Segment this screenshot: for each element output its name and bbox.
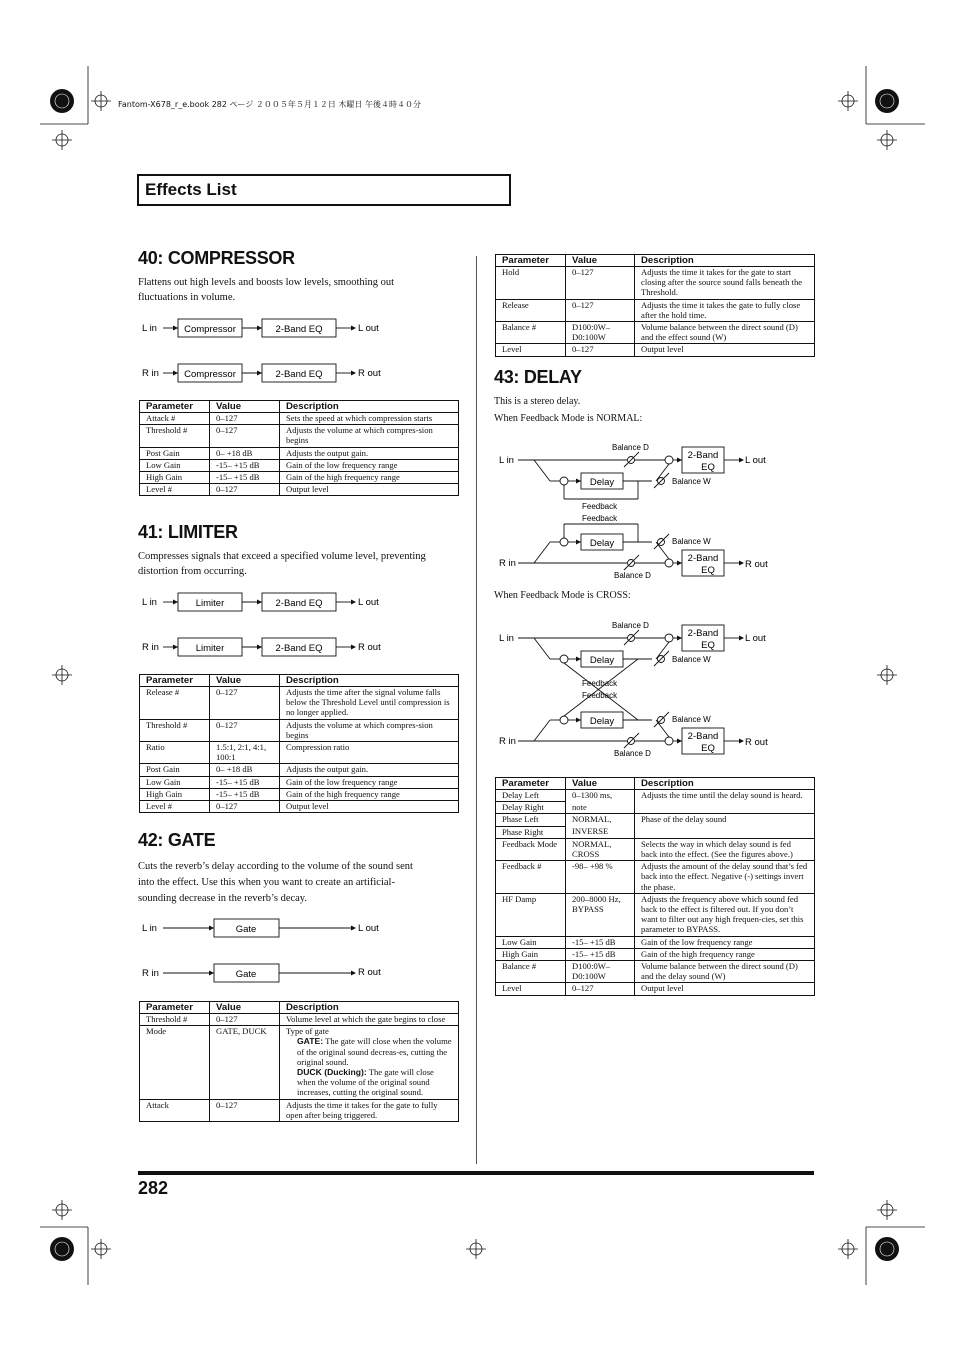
gate-r-in: R in [142, 968, 159, 979]
table-row: Release 0–127 Adjusts the time it takes the gate to fully close after the hold time. [496, 299, 815, 321]
table-row: Level 0–127 Output level [496, 344, 815, 356]
delay-c-r-out: R out [745, 737, 768, 748]
table-row: Post Gain 0– +18 dB Adjusts the output gain. [140, 764, 459, 776]
table-row: Phase Right INVERSE [496, 826, 815, 838]
table-row: Level # 0–127 Output level [140, 484, 459, 496]
limiter-param-table [139, 674, 459, 813]
delay-param-table [495, 777, 815, 996]
col-header: Description [280, 1002, 459, 1014]
col-header: Description [635, 778, 815, 790]
table-row: Ratio 1.5:1, 2:1, 4:1, 100:1 Compression ratio [140, 742, 459, 764]
delay-n-balance-d-r: Balance D [614, 571, 651, 580]
gate-title: 42: GATE [138, 830, 216, 850]
col-header: Parameter [496, 255, 566, 267]
gate-desc-line2: into the effect. Use this when you want to create an artificial- [138, 877, 395, 888]
table-row: High Gain -15– +15 dB Gain of the high frequency range [140, 788, 459, 800]
delay-c-eq-l-1: 2-Band [687, 628, 719, 639]
compressor-param-table [139, 400, 459, 496]
table-row: Balance # D100:0W– D0:100W Volume balance between the direct sound (D) and the delay sound (W) [496, 961, 815, 983]
table-row: Phase Left NORMAL, Phase of the delay sound [496, 814, 815, 826]
print-header: Fantom-X678_r_e.book 282 ページ ２００５年５月１２日 木曜日 午後４時４０分 [118, 100, 421, 109]
table-row: Balance # D100:0W– D0:100W Volume balance between the direct sound (D) and the effect sound (W) [496, 322, 815, 344]
delay-c-block-l: Delay [589, 655, 615, 666]
delay-c-l-in: L in [499, 633, 514, 644]
footer-rule [138, 1171, 814, 1175]
col-header: Parameter [140, 675, 210, 687]
mode-gate-desc: GATE: The gate will close when the volume of the original sound decreas-es, cutting the original sound. [297, 1036, 452, 1067]
delay-n-eq-l-1: 2-Band [687, 450, 719, 461]
table-row: Threshold # 0–127 Adjusts the volume at which compres-sion begins [140, 719, 459, 741]
limiter-block-r: Limiter [195, 643, 225, 654]
table-row: Low Gain -15– +15 dB Gain of the low frequency range [496, 936, 815, 948]
table-row: High Gain -15– +15 dB Gain of the high frequency range [140, 472, 459, 484]
compressor-desc-line1: Flattens out high levels and boosts low levels, smoothing out [138, 277, 395, 288]
delay-cross-caption: When Feedback Mode is CROSS: [494, 590, 631, 601]
gate-l-in: L in [142, 923, 157, 934]
table-row: Attack 0–127 Adjusts the time it takes for the gate to fully open after being triggered. [140, 1099, 459, 1121]
table-row: Attack # 0–127 Sets the speed at which compression starts [140, 413, 459, 425]
delay-normal-caption: When Feedback Mode is NORMAL: [494, 413, 643, 424]
delay-c-balance-d-l: Balance D [612, 621, 649, 630]
delay-n-block-l: Delay [589, 477, 615, 488]
delay-c-balance-d-r: Balance D [614, 749, 651, 758]
delay-c-r-in: R in [499, 736, 516, 747]
col-header: Description [280, 401, 459, 413]
table-row: Low Gain -15– +15 dB Gain of the low frequency range [140, 459, 459, 471]
compressor-title: 40: COMPRESSOR [138, 248, 295, 268]
section-header [137, 174, 511, 206]
compressor-r-out: R out [358, 368, 381, 379]
column-divider [476, 256, 477, 1164]
compressor-desc-line2: fluctuations in volume. [138, 292, 236, 303]
delay-n-feedback-l: Feedback [582, 502, 618, 511]
delay-c-l-out: L out [745, 633, 766, 644]
gate-diagram [138, 910, 458, 990]
table-row: Threshold # 0–127 Volume level at which the gate begins to close [140, 1014, 459, 1026]
section-title: Effects List [145, 180, 237, 199]
compressor-block-l: Compressor [184, 324, 236, 335]
gate-param-table-continued [495, 254, 815, 357]
gate-l-out: L out [358, 923, 379, 934]
limiter-desc-line1: Compresses signals that exceed a specified volume level, preventing [138, 551, 426, 562]
table-row: Release # 0–127 Adjusts the time after the signal volume falls below the Threshold Level until compression is no longer applied. [140, 687, 459, 720]
eq-block-r: 2-Band EQ [275, 643, 323, 654]
eq-block-r: 2-Band EQ [275, 369, 323, 380]
delay-title: 43: DELAY [494, 367, 582, 387]
delay-n-eq-r-1: 2-Band [687, 553, 719, 564]
gate-r-out: R out [358, 967, 381, 978]
gate-block-r: Gate [235, 969, 257, 980]
delay-n-balance-w-l: Balance W [672, 477, 711, 486]
table-row: High Gain -15– +15 dB Gain of the high frequency range [496, 948, 815, 960]
delay-n-feedback-r: Feedback [582, 514, 618, 523]
table-row: Level 0–127 Output level [496, 983, 815, 995]
delay-n-r-out: R out [745, 559, 768, 570]
delay-n-eq-l-2: EQ [701, 462, 715, 473]
limiter-l-out: L out [358, 597, 379, 608]
gate-desc-line3: sounding decrease in the reverb’s decay. [138, 893, 307, 904]
col-header: Description [635, 255, 815, 267]
delay-cross-diagram [494, 616, 814, 761]
table-row: Low Gain -15– +15 dB Gain of the low frequency range [140, 776, 459, 788]
col-header: Value [210, 675, 280, 687]
delay-intro: This is a stereo delay. [494, 396, 581, 407]
col-header: Value [566, 255, 635, 267]
table-row: Post Gain 0– +18 dB Adjusts the output gain. [140, 447, 459, 459]
delay-c-block-r: Delay [589, 716, 615, 727]
mode-desc: Type of gate [286, 1026, 329, 1037]
col-header: Value [566, 778, 635, 790]
compressor-diagram [138, 310, 458, 390]
col-header: Parameter [496, 778, 566, 790]
delay-n-block-r: Delay [589, 538, 615, 549]
delay-c-balance-w-r: Balance W [672, 715, 711, 724]
delay-n-l-out: L out [745, 455, 766, 466]
mode-duck-desc: DUCK (Ducking): The gate will close when the volume of the original sound increases, cutting the original sound. [297, 1067, 434, 1098]
col-header: Description [280, 675, 459, 687]
delay-c-eq-r-2: EQ [701, 743, 715, 754]
limiter-diagram [138, 584, 458, 664]
table-row: Level # 0–127 Output level [140, 801, 459, 813]
limiter-r-out: R out [358, 642, 381, 653]
table-row: Feedback Mode NORMAL, CROSS Selects the way in which delay sound is fed back into the effect. (See the figures above.) [496, 838, 815, 860]
table-row: HF Damp 200–8000 Hz, BYPASS Adjusts the frequency above which sound fed back to the effect is filtered out. If you don’t want to filter out any high frequen-cies, set this parameter to BYPASS. [496, 893, 815, 936]
col-header: Value [210, 1002, 280, 1014]
delay-n-balance-d-l: Balance D [612, 443, 649, 452]
delay-n-r-in: R in [499, 558, 516, 569]
compressor-r-in: R in [142, 368, 159, 379]
limiter-l-in: L in [142, 597, 157, 608]
delay-n-l-in: L in [499, 455, 514, 466]
delay-c-balance-w-l: Balance W [672, 655, 711, 664]
limiter-block-l: Limiter [195, 598, 225, 609]
table-row: Delay Right note [496, 802, 815, 814]
table-row: Hold 0–127 Adjusts the time it takes for the gate to start closing after the source sound falls beneath the Threshold. [496, 267, 815, 300]
delay-c-eq-l-2: EQ [701, 640, 715, 651]
table-row: Mode GATE, DUCK Type of gate GATE: The gate will close when the volume of the original sound decreas-es, cutting the original sound. DUCK (Ducking): The gate will close when the volume of the original sound increases, cutting the original sound. [140, 1026, 459, 1099]
limiter-title: 41: LIMITER [138, 522, 238, 542]
table-row: Threshold # 0–127 Adjusts the volume at which compres-sion begins [140, 425, 459, 447]
limiter-r-in: R in [142, 642, 159, 653]
eq-block-l: 2-Band EQ [275, 324, 323, 335]
col-header: Parameter [140, 1002, 210, 1014]
delay-n-balance-w-r: Balance W [672, 537, 711, 546]
page-number: 282 [138, 1178, 169, 1198]
compressor-l-in: L in [142, 323, 157, 334]
delay-c-eq-r-1: 2-Band [687, 731, 719, 742]
gate-desc-line1: Cuts the reverb’s delay according to the volume of the sound sent [138, 861, 413, 872]
delay-c-feedback-l: Feedback [582, 679, 618, 688]
col-header: Parameter [140, 401, 210, 413]
eq-block-l: 2-Band EQ [275, 598, 323, 609]
delay-n-eq-r-2: EQ [701, 565, 715, 576]
limiter-desc-line2: distortion from occurring. [138, 566, 247, 577]
compressor-l-out: L out [358, 323, 379, 334]
delay-c-feedback-r: Feedback [582, 691, 618, 700]
col-header: Value [210, 401, 280, 413]
table-row: Delay Left 0–1300 ms, Adjusts the time until the delay sound is heard. [496, 790, 815, 802]
gate-param-table [139, 1001, 459, 1122]
gate-block-l: Gate [235, 924, 257, 935]
compressor-block-r: Compressor [184, 369, 236, 380]
table-row: Feedback # -98– +98 % Adjusts the amount of the delay sound that’s fed back into the effect. Negative (-) settings invert the phase. [496, 861, 815, 894]
delay-normal-diagram [494, 438, 814, 583]
